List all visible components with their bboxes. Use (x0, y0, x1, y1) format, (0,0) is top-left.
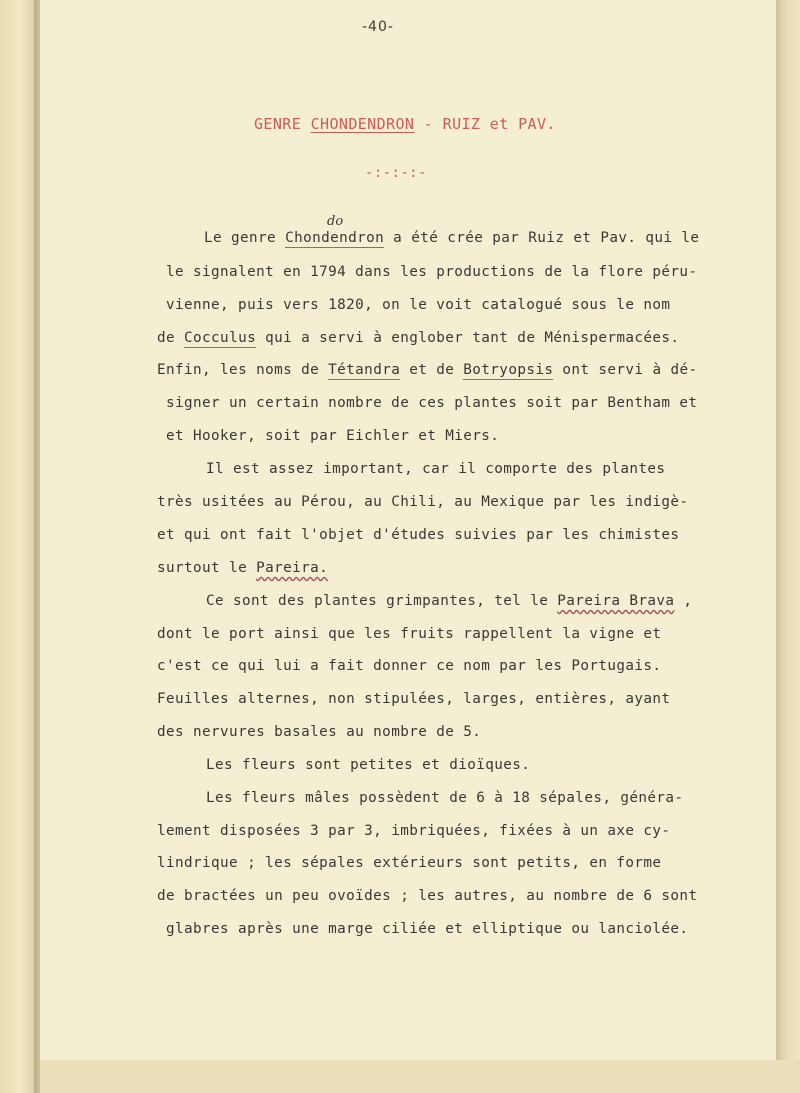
text-line-3: vienne, puis vers 1820, on le voit catalogué sous le nom (166, 297, 671, 313)
term-pareira-brava: Pareira Brava (557, 593, 675, 609)
heading-part-1: GENRE (254, 115, 311, 133)
text-line-6: signer un certain nombre de ces plantes soit par Bentham et (166, 395, 698, 411)
handwritten-correction-do: do (327, 214, 344, 229)
text-line-2: le signalent en 1794 dans les productions de la flore péru- (166, 264, 698, 280)
text-line-4: de Cocculus qui a servi à englober tant de Ménispermacées. (157, 330, 680, 346)
text-line-9: très usitées au Pérou, au Chili, au Mexique par les indigè- (157, 494, 689, 510)
term-botryopsis: Botryopsis (463, 362, 554, 378)
left-page-edge (0, 0, 38, 1093)
heading-ornament: -:-:-:- (365, 165, 427, 181)
text-line-13: dont le port ainsi que les fruits rappellent la vigne et (157, 626, 662, 642)
term-cocculus: Cocculus (184, 330, 257, 346)
heading-part-2: - RUIZ et PAV. (414, 115, 556, 133)
text-line-14: c'est ce qui lui a fait donner ce nom par les Portugais. (157, 658, 662, 674)
text-line-17: Les fleurs sont petites et dioïques. (206, 757, 531, 773)
text-line-21: de bractées un peu ovoïdes ; les autres, au nombre de 6 sont (157, 888, 698, 904)
text-line-19: lement disposées 3 par 3, imbriquées, fixées à un axe cy- (157, 823, 671, 839)
page-number: -40- (362, 19, 394, 35)
term-tetandra: Tétandra (328, 362, 401, 378)
term-chondodendron: Chondendron (285, 230, 385, 246)
right-page-edge (776, 0, 800, 1093)
text-line-22: glabres après une marge ciliée et elliptique ou lanciolée. (166, 921, 689, 937)
text-line-16: des nervures basales au nombre de 5. (157, 724, 482, 740)
text-line-7: et Hooker, soit par Eichler et Miers. (166, 428, 500, 444)
text-line-5: Enfin, les noms de Tétandra et de Botryopsis ont servi à dé- (157, 362, 698, 378)
text-line-11: surtout le Pareira. (157, 560, 329, 576)
genus-heading (254, 117, 556, 132)
text-line-18: Les fleurs mâles possèdent de 6 à 18 sépales, généra- (206, 790, 684, 806)
bottom-page-edge (40, 1060, 800, 1093)
text-line-1: Le genre Chondendron a été crée par Ruiz et Pav. qui le (204, 230, 700, 246)
text-line-15: Feuilles alternes, non stipulées, larges, entières, ayant (157, 691, 671, 707)
text-line-12: Ce sont des plantes grimpantes, tel le Pareira Brava , (206, 593, 693, 609)
heading-genus-name: CHONDENDRON (310, 115, 415, 133)
text-line-10: et qui ont fait l'objet d'études suivies par les chimistes (157, 527, 680, 543)
text-line-20: lindrique ; les sépales extérieurs sont petits, en forme (157, 855, 662, 871)
text-line-8: Il est assez important, car il comporte des plantes (206, 461, 666, 477)
term-pareira: Pareira. (256, 560, 329, 576)
